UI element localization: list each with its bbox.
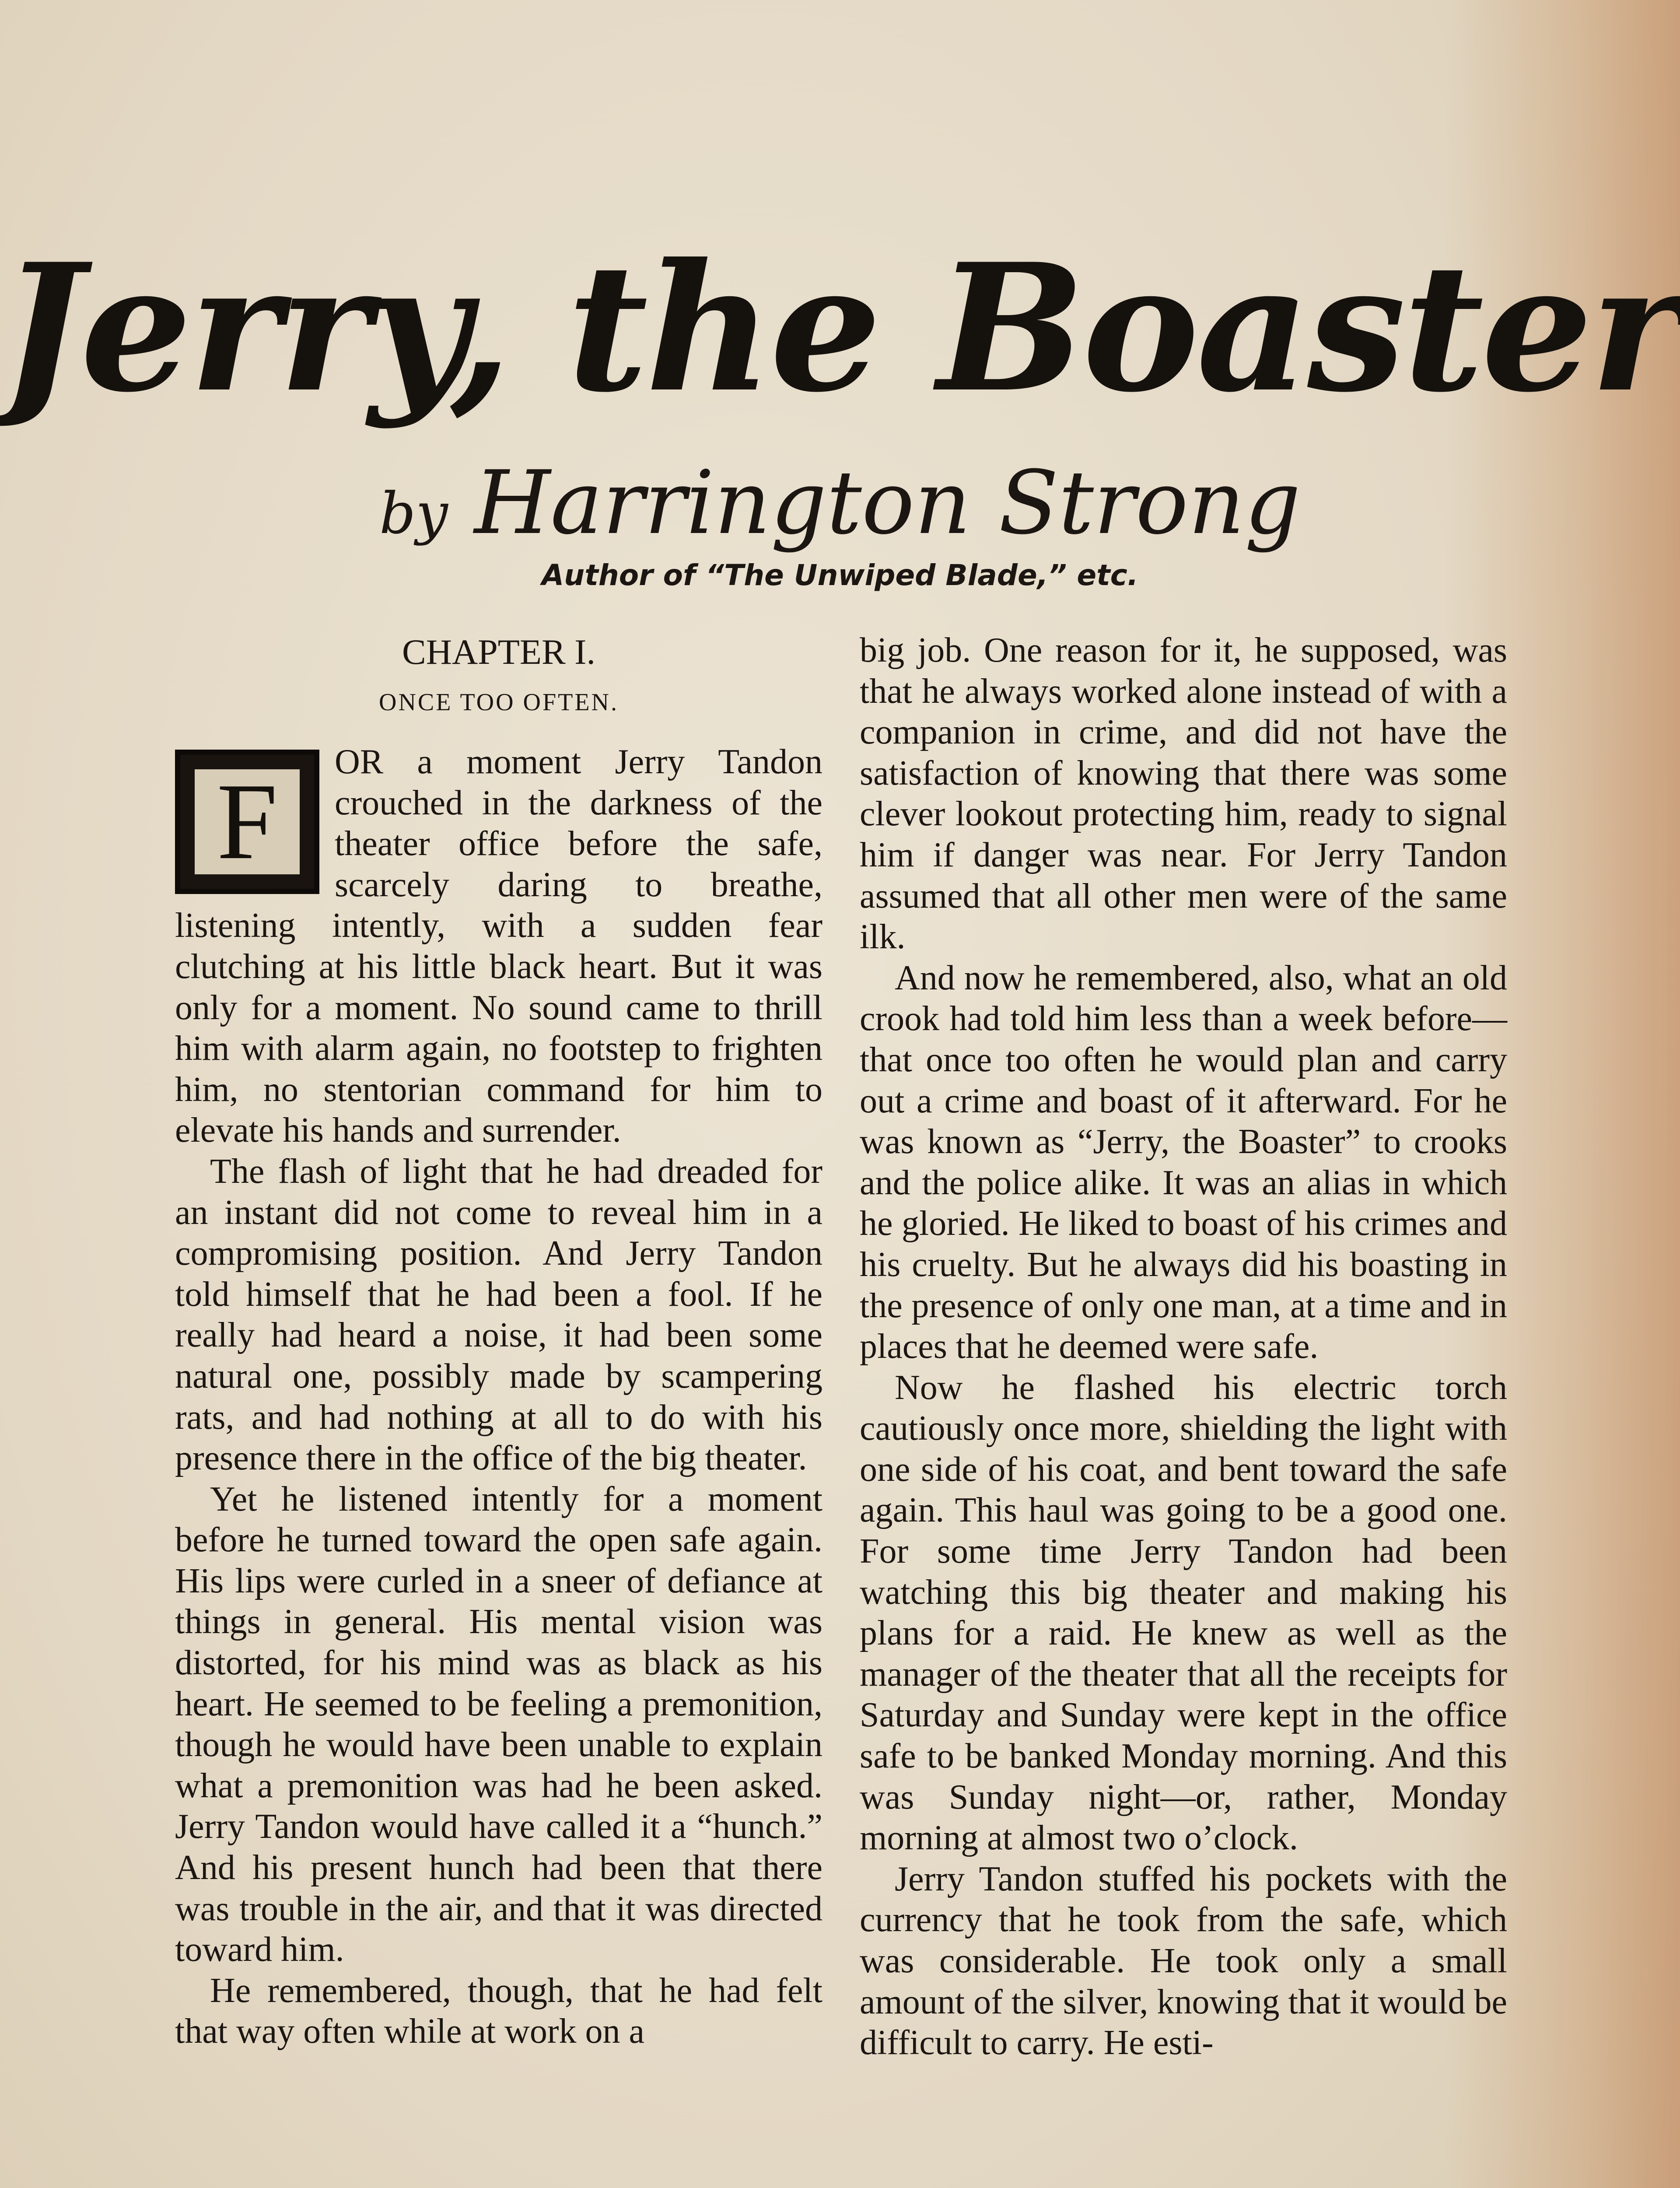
- author-credits: Author of “The Unwiped Blade,” etc.: [542, 558, 1138, 592]
- story-title: Jerry, the Boaster: [0, 225, 1680, 431]
- drop-cap: [175, 750, 319, 894]
- paragraph: He remembered, though, that he had felt that way often while at work on a: [175, 1971, 822, 2051]
- paragraph: Yet he listened intently for a moment before he turned toward the open safe again. His lips were curled in a sneer of defiance at things in general. His mental vision was distorted, for his mind was as black as his heart. He seemed to be feeling a premonition, though he would have been unable to explain what a premonition was had he been asked. Jerry Tandon would have called it a “hunch.” And his present hunch had been that there was trouble in the air, and that it was directed toward him.: [175, 1480, 822, 1969]
- byline: [0, 446, 1680, 560]
- paragraph: Jerry Tandon stuffed his pockets with the currency that he took from the safe, which was considerable. He took only a small amount of the silver, knowing that it would be difficult to carry. He esti-: [860, 1859, 1507, 2062]
- paragraph: big job. One reason for it, he supposed, was that he always worked alone instead of with a companion in crime, and did not have the satisfaction of knowing that there was some clever lookout protecting him, ready to signal him if danger was near. For Jerry Tandon assumed that all other men were of the same ilk.: [860, 631, 1507, 957]
- text-column-left: [175, 630, 822, 2052]
- byline-by: by: [379, 480, 448, 547]
- paragraph: The flash of light that he had dreaded for an instant did not come to reveal him in a compromising position. And Jerry Tandon told himself that he had been a fool. If he really had heard a noise, it had been some natural one, possibly made by scampering rats, and had nothing at all to do with his presence there in the office of the big theater.: [175, 1152, 822, 1478]
- paragraph: And now he remembered, also, what an old crook had told him less than a week before—that once too often he would plan and carry out a crime and boast of it afterward. For he was known as “Jerry, the Boaster” to crooks and the police alike. It was an alias in which he gloried. He liked to boast of his crimes and his cruelty. But he always did his boasting in the presence of only one man, at a time and in places that he deemed were safe.: [860, 958, 1507, 1366]
- text-column-right: [860, 630, 1507, 2064]
- author-name: Harrington Strong: [474, 452, 1301, 554]
- chapter-heading: CHAPTER I.: [402, 632, 595, 672]
- drop-cap-letter: F: [195, 769, 300, 874]
- chapter-subheading: ONCE TOO OFTEN.: [379, 689, 619, 716]
- paragraph: Now he flashed his electric torch cautiously once more, shielding the light with one side of his coat, and bent toward the safe again. This haul was going to be a good one. For some time Jerry Tandon had been watching this big theater and making his plans for a raid. He knew as well as the manager of the theater that all the receipts for Saturday and Sunday were kept in the office safe to be banked Monday morning. And this was Sunday night—or, rather, Monday morning at almost two o’clock.: [860, 1368, 1507, 1858]
- paragraph: OR a moment Jerry Tandon crouched in the darkness of the theater office before the safe, scarcely daring to breathe, listening intently, with a sudden fear clutching at his little black heart. But it was only for a moment. No sound came to thrill him with alarm again, no footstep to frighten him, no stentorian command for him to elevate his hands and surrender.: [175, 743, 822, 1150]
